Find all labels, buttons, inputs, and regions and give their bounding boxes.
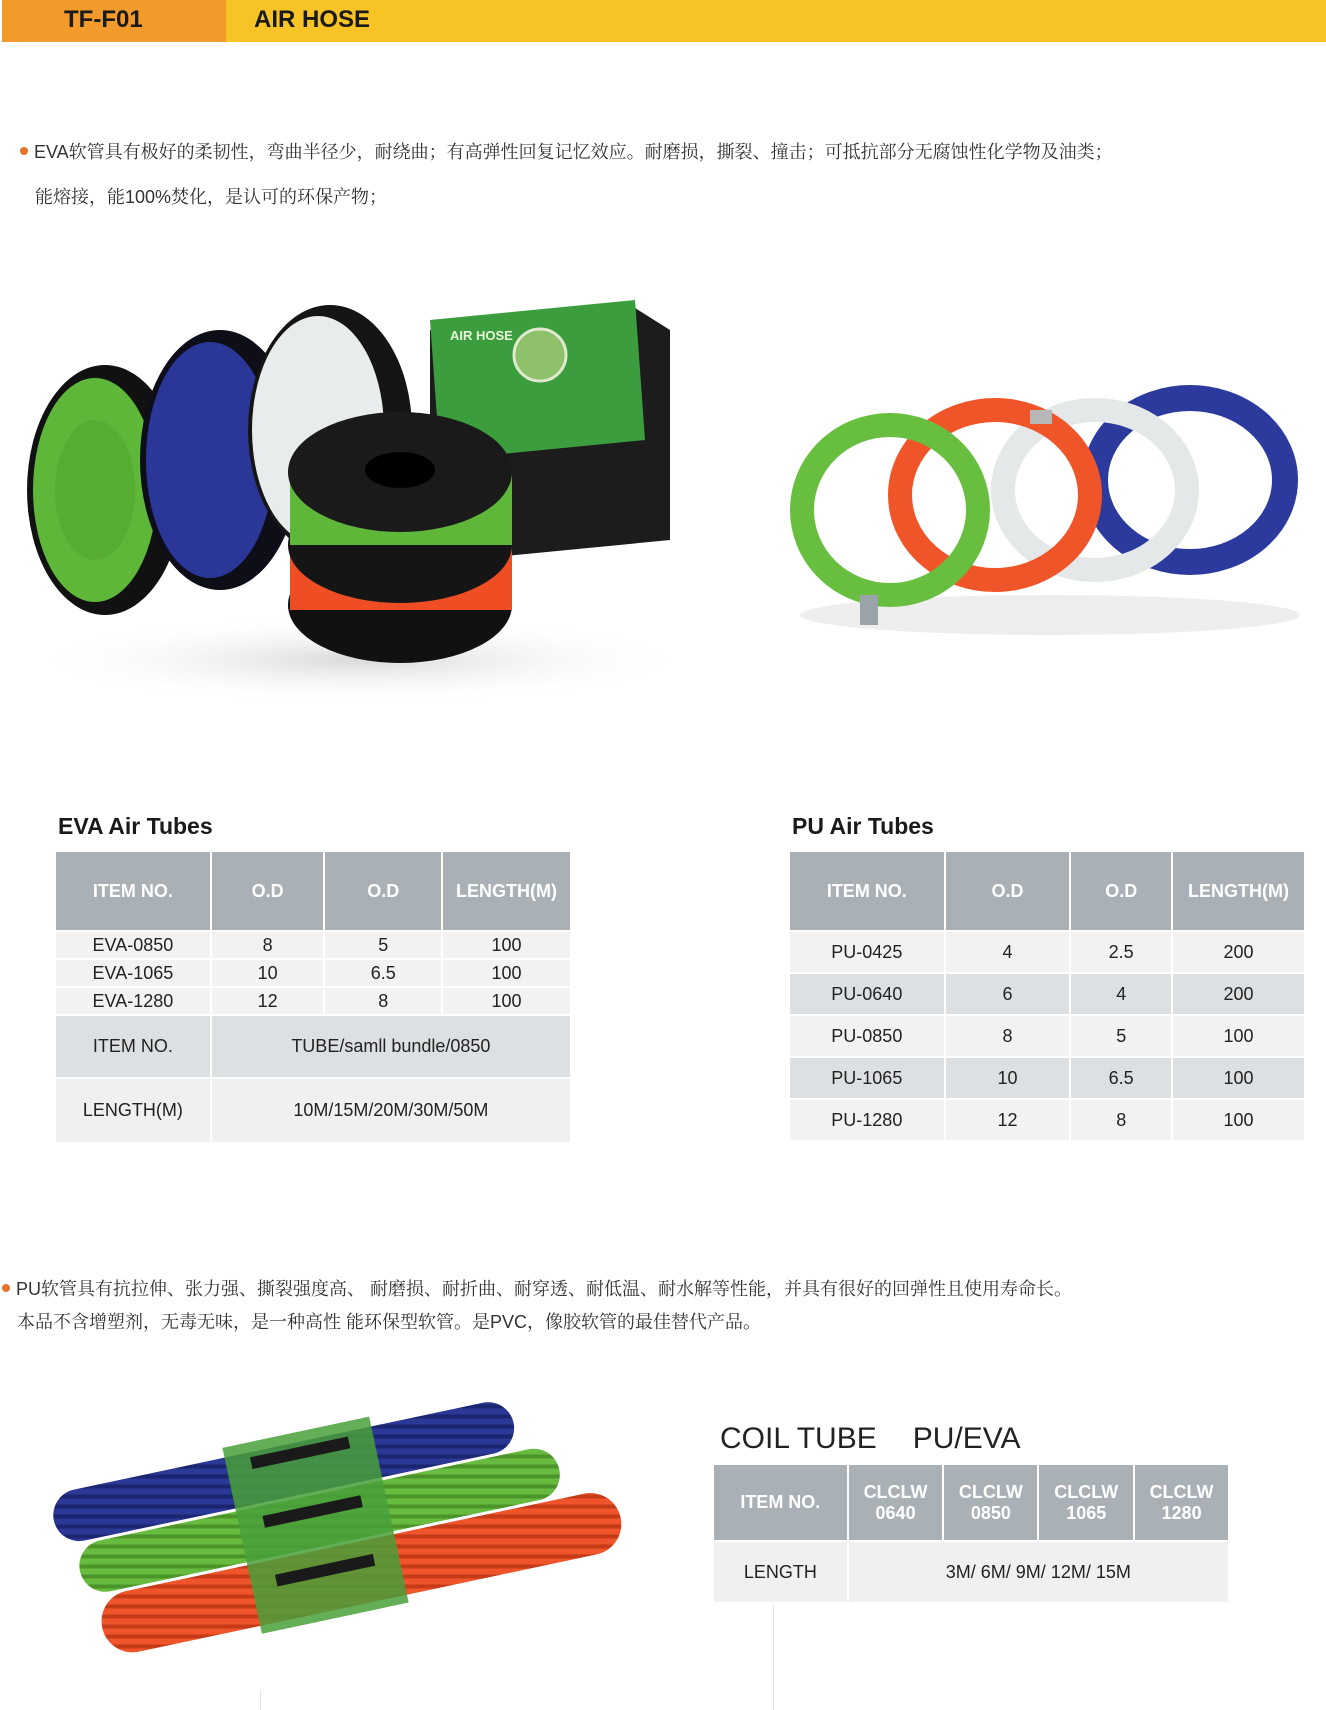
od-cell: 4 xyxy=(945,931,1071,973)
coil-length-row xyxy=(714,1541,1229,1603)
length-cell: 200 xyxy=(1172,931,1305,973)
od-cell: 8 xyxy=(324,987,442,1015)
pu-header-od-2: O.D xyxy=(1070,852,1172,931)
coil-header-row xyxy=(714,1465,1229,1541)
pu-table-title: PU Air Tubes xyxy=(792,813,934,839)
item-no-cell: EVA-1065 xyxy=(56,959,211,987)
eva-header-od-2: O.D xyxy=(324,852,442,931)
page-title: AIR HOSE xyxy=(254,6,371,33)
divider-line xyxy=(773,1605,774,1710)
eva-description-line-1: EVA软管具有极好的柔韧性，弯曲半径少，耐绕曲；有高弹性回复记忆效应。耐磨损，撕裂、撞击；可抵抗部分无腐蚀性化学物及油类； xyxy=(20,138,1113,164)
item-no-cell: PU-0425 xyxy=(790,931,945,973)
pu-header-od-1: O.D xyxy=(945,852,1071,931)
od-cell: 12 xyxy=(211,987,325,1015)
pu-description-line-1: PU软管具有抗拉伸、张力强、撕裂强度高、 耐磨损、耐折曲、耐穿透、耐低温、耐水解等性能，并具有很好的回弹性且使用寿命长。 xyxy=(2,1275,1072,1301)
coil-item-0850: CLCLW 0850 xyxy=(943,1465,1038,1541)
table-row xyxy=(790,973,1305,1015)
coil-length-value: 3M/ 6M/ 9M/ 12M/ 15M xyxy=(848,1541,1229,1603)
box-label: AIR HOSE xyxy=(450,328,513,343)
table-row xyxy=(790,1015,1305,1057)
eva-table-title: EVA Air Tubes xyxy=(58,813,213,839)
length-cell: 100 xyxy=(442,987,571,1015)
bullet-icon xyxy=(20,147,28,155)
pu-header-length: LENGTH(M) xyxy=(1172,852,1305,931)
item-no-cell: EVA-0850 xyxy=(56,931,211,959)
od-cell: 2.5 xyxy=(1070,931,1172,973)
item-no-cell: PU-0640 xyxy=(790,973,945,1015)
table-row xyxy=(790,1057,1305,1099)
coil-title-b: PU/EVA xyxy=(912,1422,1021,1455)
product-code: TF-F01 xyxy=(64,6,143,33)
od-cell: 5 xyxy=(324,931,442,959)
coil-tubes-photo xyxy=(50,1375,630,1665)
pu-description-line-2: 本品不含增塑剂，无毒无味，是一种高性 能环保型软管。是PVC，像胶软管的最佳替代产品。 xyxy=(17,1312,762,1332)
eva-table xyxy=(56,852,572,1144)
table-row xyxy=(790,931,1305,973)
bundle-value-cell: TUBE/samll bundle/0850 xyxy=(211,1015,571,1078)
coil-item-1065: CLCLW 1065 xyxy=(1038,1465,1134,1541)
pu-table-header-row xyxy=(790,852,1305,931)
coil-tube-title xyxy=(720,1422,1021,1456)
table-row xyxy=(56,959,571,987)
coil-item-1280: CLCLW 1280 xyxy=(1134,1465,1229,1541)
eva-description-line-2: 能熔接，能100%焚化，是认可的环保产物； xyxy=(35,187,388,207)
table-row-bundle xyxy=(56,1015,571,1078)
od-cell: 10 xyxy=(945,1057,1071,1099)
eva-reels-photo xyxy=(10,290,730,710)
pu-table xyxy=(790,852,1306,1142)
length-cell: 100 xyxy=(1172,1057,1305,1099)
item-no-cell: EVA-1280 xyxy=(56,987,211,1015)
bundle-length-value-cell: 10M/15M/20M/30M/50M xyxy=(211,1078,571,1143)
table-row xyxy=(790,1099,1305,1141)
coil-title-a: COIL TUBE xyxy=(720,1422,877,1455)
pu-hose-coils-photo xyxy=(790,370,1310,640)
bundle-length-label-cell: LENGTH(M) xyxy=(56,1078,211,1143)
bundle-label-cell: ITEM NO. xyxy=(56,1015,211,1078)
od-cell: 10 xyxy=(211,959,325,987)
od-cell: 5 xyxy=(1070,1015,1172,1057)
length-cell: 100 xyxy=(442,931,571,959)
table-row xyxy=(56,931,571,959)
item-no-cell: PU-1280 xyxy=(790,1099,945,1141)
length-cell: 100 xyxy=(442,959,571,987)
length-cell: 100 xyxy=(1172,1099,1305,1141)
od-cell: 8 xyxy=(1070,1099,1172,1141)
table-row xyxy=(56,987,571,1015)
od-cell: 8 xyxy=(945,1015,1071,1057)
length-cell: 200 xyxy=(1172,973,1305,1015)
coil-item-0640: CLCLW 0640 xyxy=(848,1465,944,1541)
eva-table-header-row xyxy=(56,852,571,931)
divider-line xyxy=(260,1690,261,1710)
item-no-cell: PU-1065 xyxy=(790,1057,945,1099)
eva-header-item-no: ITEM NO. xyxy=(56,852,211,931)
od-cell: 4 xyxy=(1070,973,1172,1015)
coil-tube-table xyxy=(714,1465,1230,1604)
pu-header-item-no: ITEM NO. xyxy=(790,852,945,931)
od-cell: 8 xyxy=(211,931,325,959)
od-cell: 6 xyxy=(945,973,1071,1015)
item-no-cell: PU-0850 xyxy=(790,1015,945,1057)
od-cell: 12 xyxy=(945,1099,1071,1141)
od-cell: 6.5 xyxy=(1070,1057,1172,1099)
coil-header-item-no: ITEM NO. xyxy=(714,1465,848,1541)
eva-header-od-1: O.D xyxy=(211,852,325,931)
od-cell: 6.5 xyxy=(324,959,442,987)
coil-length-label: LENGTH xyxy=(714,1541,848,1603)
bullet-icon xyxy=(2,1284,10,1292)
length-cell: 100 xyxy=(1172,1015,1305,1057)
table-row-bundle-length xyxy=(56,1078,571,1143)
eva-header-length: LENGTH(M) xyxy=(442,852,571,931)
